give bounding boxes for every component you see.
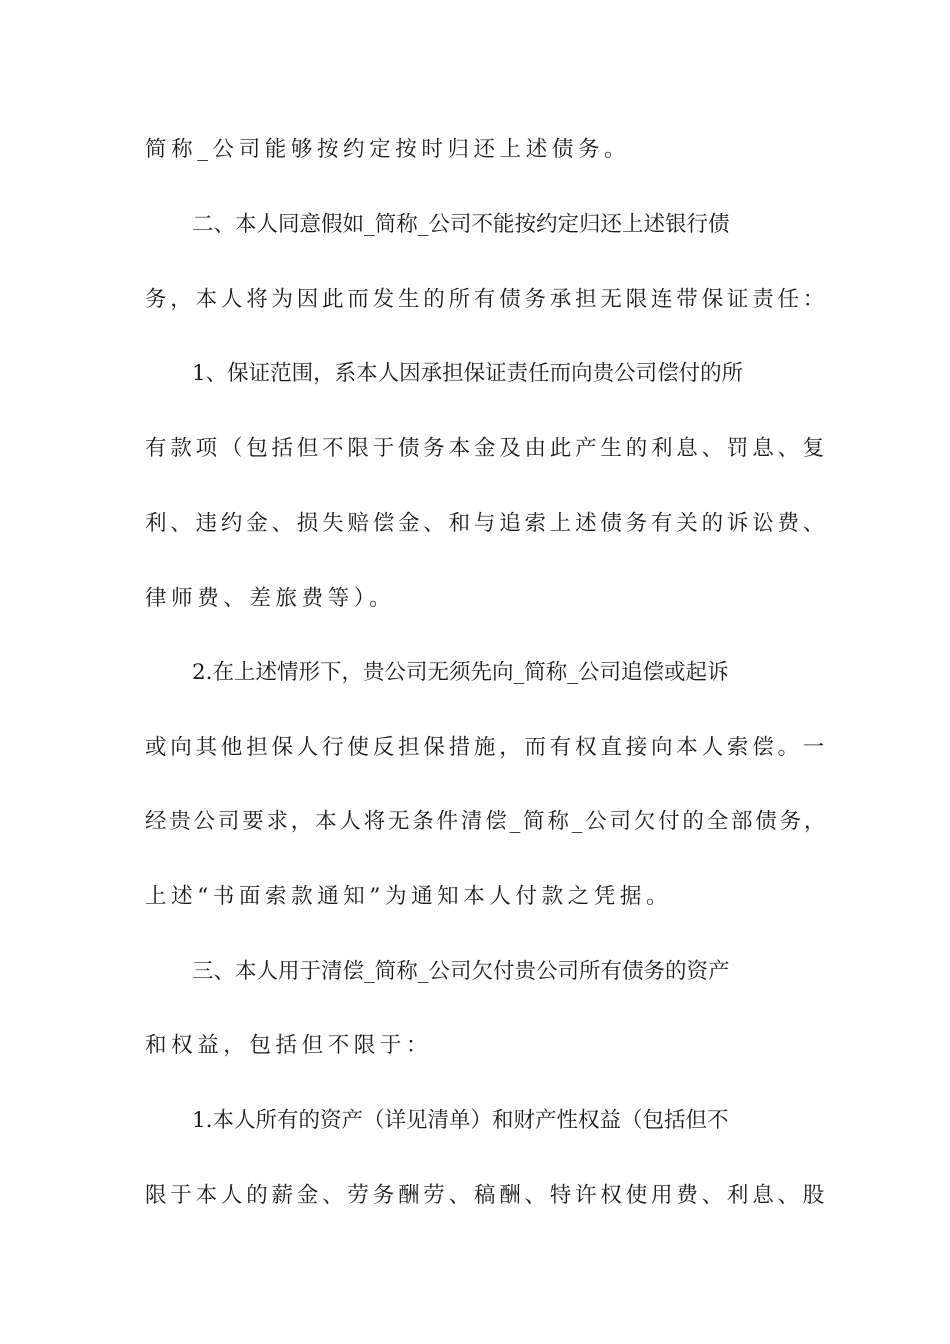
paragraph-line: 上述“书面索款通知”为通知本人付款之凭据。 bbox=[145, 884, 673, 909]
paragraph-line: 三、本人用于清偿_简称_公司欠付贵公司所有债务的资产 bbox=[192, 959, 730, 984]
paragraph-line: 1、保证范围，系本人因承担保证责任而向贵公司偿付的所 bbox=[192, 361, 744, 386]
paragraph-line: 或向其他担保人行使反担保措施，而有权直接向本人索偿。一 bbox=[145, 735, 829, 760]
paragraph-line: 限于本人的薪金、劳务酬劳、稿酬、特许权使用费、利息、股 bbox=[145, 1183, 829, 1208]
paragraph-line: 2.在上述情形下，贵公司无须先向_简称_公司追偿或起诉 bbox=[192, 660, 729, 685]
paragraph-line: 务，本人将为因此而发生的所有债务承担无限连带保证责任： bbox=[145, 287, 829, 312]
paragraph-line: 二、本人同意假如_简称_公司不能按约定归还上述银行债 bbox=[192, 212, 730, 237]
paragraph-line: 经贵公司要求，本人将无条件清偿_简称_公司欠付的全部债务， bbox=[145, 809, 829, 834]
paragraph-line: 有款项（包括但不限于债务本金及由此产生的利息、罚息、复 bbox=[145, 436, 829, 461]
paragraph-line: 简称_公司能够按约定按时归还上述债务。 bbox=[145, 137, 631, 162]
paragraph-line: 和权益，包括但不限于： bbox=[145, 1033, 433, 1058]
paragraph-line: 利、违约金、损失赔偿金、和与追索上述债务有关的诉讼费、 bbox=[145, 511, 829, 536]
paragraph-line: 1.本人所有的资产（详见清单）和财产性权益（包括但不 bbox=[192, 1108, 729, 1133]
paragraph-line: 律师费、差旅费等）。 bbox=[145, 586, 396, 611]
